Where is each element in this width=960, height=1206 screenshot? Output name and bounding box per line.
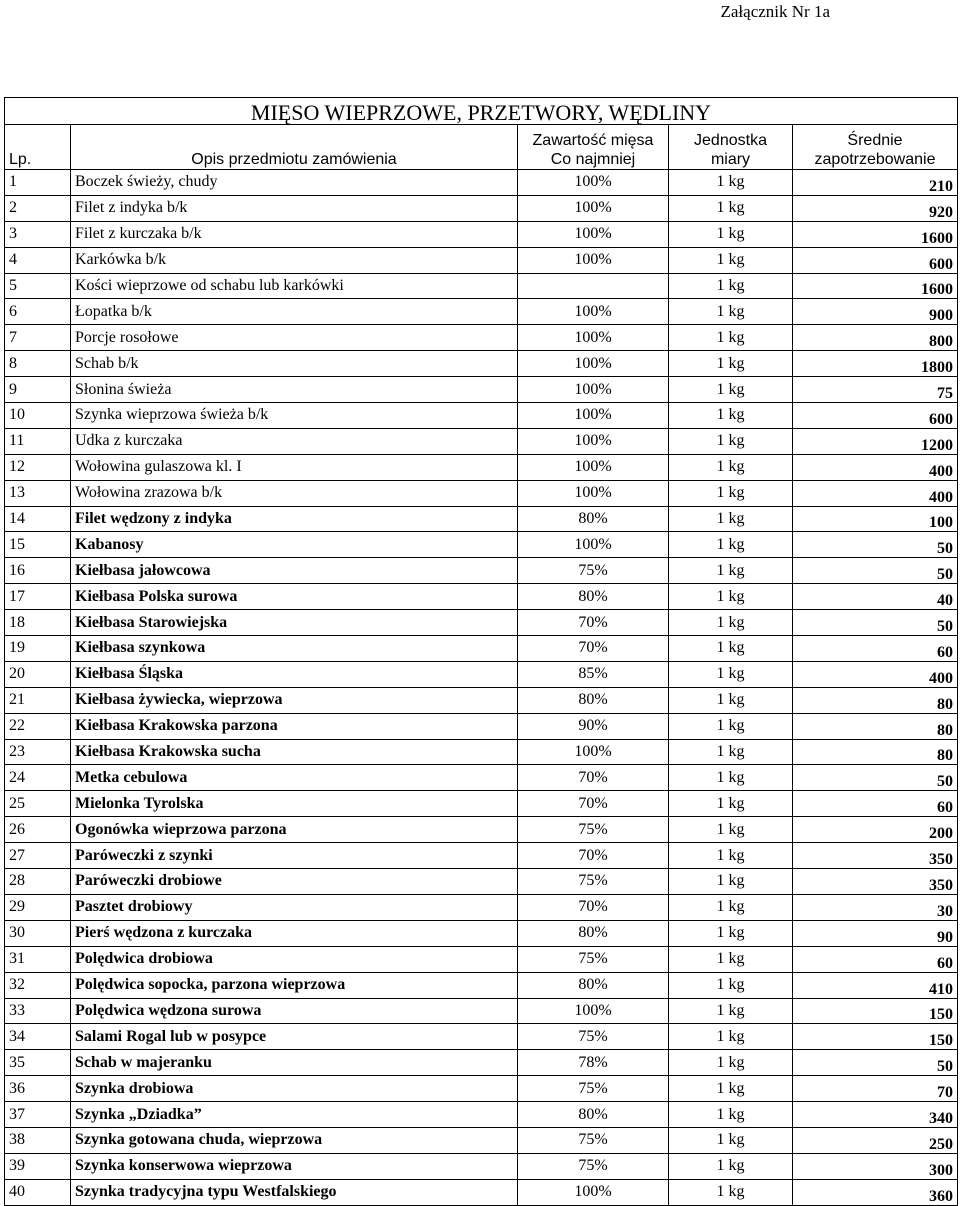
row-demand: 300 [793, 1153, 958, 1179]
row-lp: 12 [5, 454, 71, 480]
row-meat-content: 100% [518, 1179, 669, 1205]
row-meat-content: 70% [518, 843, 669, 869]
table-row [5, 221, 958, 247]
table-row [5, 661, 958, 687]
row-meat-content: 80% [518, 1102, 669, 1128]
row-unit: 1 kg [669, 403, 793, 429]
table-row [5, 765, 958, 791]
row-lp: 1 [5, 170, 71, 196]
row-name: Kiełbasa Polska surowa [71, 584, 518, 610]
row-unit: 1 kg [669, 791, 793, 817]
row-demand: 60 [793, 946, 958, 972]
row-unit: 1 kg [669, 1179, 793, 1205]
attachment-label: Załącznik Nr 1a [720, 2, 830, 21]
row-lp: 6 [5, 299, 71, 325]
row-meat-content: 100% [518, 480, 669, 506]
row-lp: 35 [5, 1050, 71, 1076]
row-name: Porcje rosołowe [71, 325, 518, 351]
table-row [5, 636, 958, 662]
row-meat-content: 80% [518, 506, 669, 532]
row-lp: 19 [5, 636, 71, 662]
row-lp: 8 [5, 351, 71, 377]
row-meat-content: 100% [518, 454, 669, 480]
row-lp: 28 [5, 869, 71, 895]
table-row [5, 584, 958, 610]
row-demand: 350 [793, 843, 958, 869]
row-meat-content: 75% [518, 869, 669, 895]
row-demand: 80 [793, 713, 958, 739]
row-unit: 1 kg [669, 377, 793, 403]
row-demand: 80 [793, 687, 958, 713]
row-name: Mielonka Tyrolska [71, 791, 518, 817]
row-unit: 1 kg [669, 1076, 793, 1102]
row-unit: 1 kg [669, 325, 793, 351]
row-lp: 20 [5, 661, 71, 687]
row-meat-content: 75% [518, 1153, 669, 1179]
row-meat-content: 70% [518, 610, 669, 636]
row-unit: 1 kg [669, 428, 793, 454]
row-name: Udka z kurczaka [71, 428, 518, 454]
row-unit: 1 kg [669, 195, 793, 221]
table-row [5, 299, 958, 325]
row-unit: 1 kg [669, 920, 793, 946]
header-unit-line1: Jednostka [694, 132, 767, 149]
table-row [5, 894, 958, 920]
row-unit: 1 kg [669, 1102, 793, 1128]
row-demand: 600 [793, 403, 958, 429]
row-meat-content: 80% [518, 920, 669, 946]
row-demand: 400 [793, 454, 958, 480]
row-name: Filet z indyka b/k [71, 195, 518, 221]
row-lp: 4 [5, 247, 71, 273]
row-meat-content: 75% [518, 1024, 669, 1050]
table-row [5, 428, 958, 454]
row-lp: 7 [5, 325, 71, 351]
row-unit: 1 kg [669, 454, 793, 480]
row-unit: 1 kg [669, 972, 793, 998]
table-row [5, 1076, 958, 1102]
header-description: Opis przedmiotu zamówienia [71, 125, 518, 170]
row-demand: 350 [793, 869, 958, 895]
table-row [5, 946, 958, 972]
header-row [5, 125, 958, 170]
row-unit: 1 kg [669, 946, 793, 972]
row-name: Kiełbasa Starowiejska [71, 610, 518, 636]
row-name: Pasztet drobiowy [71, 894, 518, 920]
row-demand: 60 [793, 636, 958, 662]
row-name: Kabanosy [71, 532, 518, 558]
row-name: Kiełbasa Krakowska sucha [71, 739, 518, 765]
row-lp: 2 [5, 195, 71, 221]
row-demand: 70 [793, 1076, 958, 1102]
row-meat-content: 100% [518, 403, 669, 429]
row-meat-content: 80% [518, 972, 669, 998]
row-name: Polędwica sopocka, parzona wieprzowa [71, 972, 518, 998]
row-name: Kiełbasa Śląska [71, 661, 518, 687]
table-row [5, 1050, 958, 1076]
row-unit: 1 kg [669, 894, 793, 920]
header-meat-content-line2: Co najmniej [550, 151, 636, 168]
row-demand: 80 [793, 739, 958, 765]
row-demand: 920 [793, 195, 958, 221]
row-lp: 14 [5, 506, 71, 532]
table-row [5, 1127, 958, 1153]
row-meat-content: 75% [518, 1076, 669, 1102]
row-lp: 25 [5, 791, 71, 817]
row-name: Szynka „Dziadka” [71, 1102, 518, 1128]
row-name: Karkówka b/k [71, 247, 518, 273]
row-lp: 37 [5, 1102, 71, 1128]
row-unit: 1 kg [669, 221, 793, 247]
header-meat-content [518, 125, 669, 170]
product-table [4, 97, 958, 1206]
row-unit: 1 kg [669, 1127, 793, 1153]
row-name: Polędwica drobiowa [71, 946, 518, 972]
row-name: Paróweczki z szynki [71, 843, 518, 869]
row-demand: 30 [793, 894, 958, 920]
row-name: Kości wieprzowe od schabu lub karkówki [71, 273, 518, 299]
row-meat-content: 80% [518, 584, 669, 610]
title-row [5, 98, 958, 125]
row-name: Szynka gotowana chuda, wieprzowa [71, 1127, 518, 1153]
row-name: Szynka konserwowa wieprzowa [71, 1153, 518, 1179]
table-row [5, 273, 958, 299]
row-meat-content: 75% [518, 817, 669, 843]
row-meat-content: 100% [518, 351, 669, 377]
table-row [5, 195, 958, 221]
table-row [5, 1153, 958, 1179]
row-name: Łopatka b/k [71, 299, 518, 325]
row-name: Kiełbasa Krakowska parzona [71, 713, 518, 739]
row-demand: 1200 [793, 428, 958, 454]
row-name: Filet z kurczaka b/k [71, 221, 518, 247]
row-name: Filet wędzony z indyka [71, 506, 518, 532]
row-meat-content [518, 273, 669, 299]
row-lp: 17 [5, 584, 71, 610]
row-name: Wołowina gulaszowa kl. I [71, 454, 518, 480]
row-lp: 33 [5, 998, 71, 1024]
row-lp: 23 [5, 739, 71, 765]
row-demand: 50 [793, 765, 958, 791]
row-demand: 40 [793, 584, 958, 610]
row-name: Paróweczki drobiowe [71, 869, 518, 895]
row-demand: 60 [793, 791, 958, 817]
row-demand: 50 [793, 610, 958, 636]
row-demand: 1800 [793, 351, 958, 377]
row-name: Metka cebulowa [71, 765, 518, 791]
header-demand-line1: Średnie [847, 132, 903, 149]
row-meat-content: 80% [518, 687, 669, 713]
row-lp: 3 [5, 221, 71, 247]
row-lp: 13 [5, 480, 71, 506]
row-lp: 39 [5, 1153, 71, 1179]
header-unit-line2: miary [710, 151, 751, 168]
header-meat-content-line1: Zawartość mięsa [532, 132, 654, 149]
row-meat-content: 100% [518, 170, 669, 196]
row-name: Salami Rogal lub w posypce [71, 1024, 518, 1050]
row-name: Szynka tradycyjna typu Westfalskiego [71, 1179, 518, 1205]
row-lp: 29 [5, 894, 71, 920]
row-meat-content: 100% [518, 247, 669, 273]
row-unit: 1 kg [669, 765, 793, 791]
table-row [5, 998, 958, 1024]
row-meat-content: 70% [518, 791, 669, 817]
row-unit: 1 kg [669, 998, 793, 1024]
header-demand-line2: zapotrzebowanie [814, 151, 936, 168]
table-row [5, 869, 958, 895]
row-name: Boczek świeży, chudy [71, 170, 518, 196]
row-meat-content: 75% [518, 1127, 669, 1153]
row-lp: 11 [5, 428, 71, 454]
table-row [5, 454, 958, 480]
row-unit: 1 kg [669, 558, 793, 584]
row-demand: 75 [793, 377, 958, 403]
row-lp: 40 [5, 1179, 71, 1205]
row-lp: 10 [5, 403, 71, 429]
row-unit: 1 kg [669, 739, 793, 765]
row-name: Pierś wędzona z kurczaka [71, 920, 518, 946]
table-row [5, 247, 958, 273]
row-demand: 150 [793, 1024, 958, 1050]
table-row [5, 687, 958, 713]
row-lp: 38 [5, 1127, 71, 1153]
table-row [5, 791, 958, 817]
row-unit: 1 kg [669, 843, 793, 869]
row-meat-content: 100% [518, 195, 669, 221]
table-row [5, 351, 958, 377]
table-row [5, 403, 958, 429]
row-meat-content: 100% [518, 739, 669, 765]
row-unit: 1 kg [669, 506, 793, 532]
row-demand: 360 [793, 1179, 958, 1205]
row-lp: 24 [5, 765, 71, 791]
row-lp: 9 [5, 377, 71, 403]
row-lp: 31 [5, 946, 71, 972]
header-lp: Lp. [5, 125, 71, 170]
row-meat-content: 70% [518, 765, 669, 791]
table-row [5, 377, 958, 403]
row-lp: 30 [5, 920, 71, 946]
table-row [5, 558, 958, 584]
row-meat-content: 100% [518, 998, 669, 1024]
row-demand: 50 [793, 532, 958, 558]
row-demand: 400 [793, 661, 958, 687]
table-row [5, 532, 958, 558]
row-name: Szynka drobiowa [71, 1076, 518, 1102]
table-title: MIĘSO WIEPRZOWE, PRZETWORY, WĘDLINY [5, 98, 958, 125]
row-meat-content: 100% [518, 532, 669, 558]
row-demand: 150 [793, 998, 958, 1024]
row-demand: 100 [793, 506, 958, 532]
row-demand: 410 [793, 972, 958, 998]
row-unit: 1 kg [669, 351, 793, 377]
row-lp: 16 [5, 558, 71, 584]
row-lp: 32 [5, 972, 71, 998]
row-name: Wołowina zrazowa b/k [71, 480, 518, 506]
row-lp: 26 [5, 817, 71, 843]
row-name: Ogonówka wieprzowa parzona [71, 817, 518, 843]
row-meat-content: 90% [518, 713, 669, 739]
row-name: Schab b/k [71, 351, 518, 377]
row-name: Kiełbasa żywiecka, wieprzowa [71, 687, 518, 713]
row-meat-content: 85% [518, 661, 669, 687]
row-lp: 34 [5, 1024, 71, 1050]
row-unit: 1 kg [669, 869, 793, 895]
row-lp: 21 [5, 687, 71, 713]
row-name: Polędwica wędzona surowa [71, 998, 518, 1024]
header-unit [669, 125, 793, 170]
table-row [5, 170, 958, 196]
row-meat-content: 100% [518, 299, 669, 325]
row-unit: 1 kg [669, 480, 793, 506]
table-row [5, 610, 958, 636]
table-row [5, 739, 958, 765]
row-meat-content: 78% [518, 1050, 669, 1076]
row-demand: 50 [793, 558, 958, 584]
table-row [5, 325, 958, 351]
header-demand [793, 125, 958, 170]
row-unit: 1 kg [669, 661, 793, 687]
row-unit: 1 kg [669, 687, 793, 713]
table-row [5, 817, 958, 843]
row-lp: 18 [5, 610, 71, 636]
row-demand: 50 [793, 1050, 958, 1076]
table-row [5, 506, 958, 532]
row-demand: 340 [793, 1102, 958, 1128]
row-meat-content: 100% [518, 325, 669, 351]
row-unit: 1 kg [669, 247, 793, 273]
table-row [5, 480, 958, 506]
row-name: Słonina świeża [71, 377, 518, 403]
row-demand: 200 [793, 817, 958, 843]
row-name: Kiełbasa szynkowa [71, 636, 518, 662]
table-row [5, 1024, 958, 1050]
row-demand: 90 [793, 920, 958, 946]
row-meat-content: 75% [518, 946, 669, 972]
row-demand: 1600 [793, 273, 958, 299]
row-demand: 800 [793, 325, 958, 351]
row-unit: 1 kg [669, 636, 793, 662]
row-unit: 1 kg [669, 610, 793, 636]
row-demand: 400 [793, 480, 958, 506]
row-name: Kiełbasa jałowcowa [71, 558, 518, 584]
row-unit: 1 kg [669, 584, 793, 610]
row-meat-content: 70% [518, 636, 669, 662]
row-unit: 1 kg [669, 532, 793, 558]
row-lp: 5 [5, 273, 71, 299]
row-meat-content: 100% [518, 221, 669, 247]
row-unit: 1 kg [669, 1050, 793, 1076]
row-unit: 1 kg [669, 817, 793, 843]
row-unit: 1 kg [669, 1024, 793, 1050]
table-row [5, 1102, 958, 1128]
table-row [5, 972, 958, 998]
row-demand: 600 [793, 247, 958, 273]
row-lp: 27 [5, 843, 71, 869]
row-meat-content: 75% [518, 558, 669, 584]
row-demand: 250 [793, 1127, 958, 1153]
table-row [5, 843, 958, 869]
table-row [5, 1179, 958, 1205]
row-meat-content: 100% [518, 428, 669, 454]
row-unit: 1 kg [669, 273, 793, 299]
row-meat-content: 70% [518, 894, 669, 920]
row-unit: 1 kg [669, 713, 793, 739]
table-row [5, 713, 958, 739]
row-name: Schab w majeranku [71, 1050, 518, 1076]
row-unit: 1 kg [669, 299, 793, 325]
row-lp: 22 [5, 713, 71, 739]
row-meat-content: 100% [518, 377, 669, 403]
table-row [5, 920, 958, 946]
row-name: Szynka wieprzowa świeża b/k [71, 403, 518, 429]
row-demand: 210 [793, 170, 958, 196]
row-unit: 1 kg [669, 1153, 793, 1179]
row-demand: 1600 [793, 221, 958, 247]
row-demand: 900 [793, 299, 958, 325]
row-lp: 15 [5, 532, 71, 558]
row-unit: 1 kg [669, 170, 793, 196]
row-lp: 36 [5, 1076, 71, 1102]
